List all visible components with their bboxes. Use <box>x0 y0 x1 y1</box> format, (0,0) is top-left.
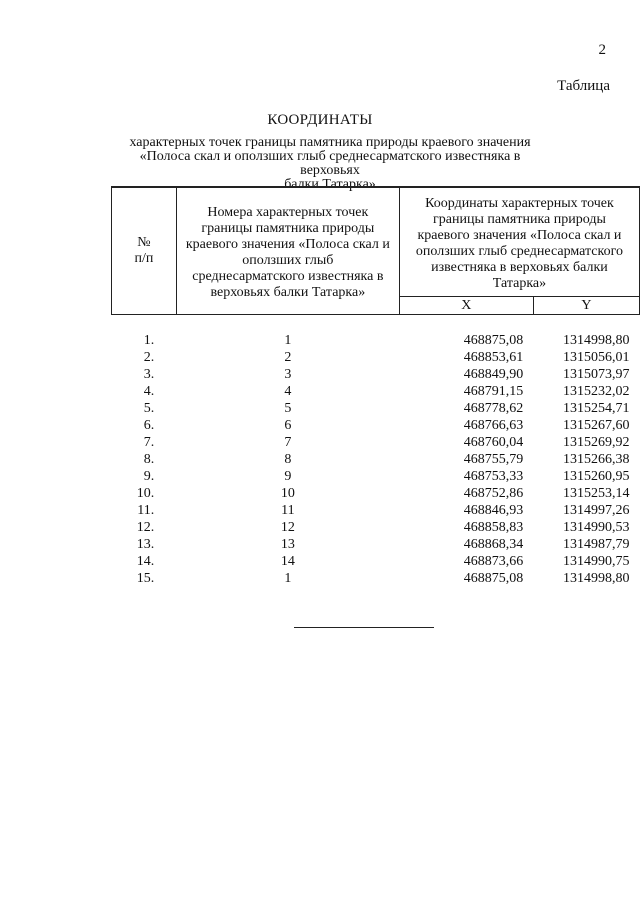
point-number-cell: 10 <box>280 486 295 501</box>
point-number-cell: 8 <box>284 452 292 467</box>
y-coordinate-cell: 1315232,02 <box>563 384 630 399</box>
table-row <box>112 536 640 553</box>
y-coordinate-cell: 1315056,01 <box>563 350 630 365</box>
point-number-cell: 13 <box>280 537 295 552</box>
row-number-cell: 11. <box>137 503 155 518</box>
x-coordinate-cell: 468755,79 <box>463 452 524 467</box>
table-row <box>112 570 640 587</box>
subtitle-line-3: балки Татарка» <box>284 177 376 192</box>
table-label: Таблица <box>557 78 610 94</box>
row-number-cell: 6. <box>143 418 155 433</box>
row-number-cell: 14. <box>136 554 155 569</box>
header-number-abbr: п/п <box>134 251 154 266</box>
coordinates-table <box>111 186 640 587</box>
table-row <box>112 400 640 417</box>
header-row-number <box>112 187 177 315</box>
table-body <box>112 315 640 588</box>
x-coordinate-cell: 468752,86 <box>463 486 524 501</box>
table-row <box>112 468 640 485</box>
document-title: КООРДИНАТЫ <box>267 112 373 128</box>
table-row <box>112 383 640 400</box>
row-number-cell: 4. <box>143 384 155 399</box>
point-number-cell: 1 <box>284 571 292 586</box>
table-row <box>112 349 640 366</box>
point-number-cell: 12 <box>280 520 295 535</box>
x-coordinate-cell: 468791,15 <box>463 384 524 399</box>
row-number-cell: 10. <box>136 486 155 501</box>
row-number-cell: 1. <box>143 333 155 348</box>
y-coordinate-cell: 1315254,71 <box>563 401 630 416</box>
point-number-cell: 9 <box>284 469 292 484</box>
y-coordinate-cell: 1314998,80 <box>563 571 630 586</box>
table-row <box>112 553 640 570</box>
x-coordinate-cell: 468753,33 <box>463 469 524 484</box>
table-row <box>112 451 640 468</box>
x-coordinate-cell: 468858,83 <box>463 520 524 535</box>
point-number-cell: 11 <box>281 503 295 518</box>
point-number-cell: 4 <box>284 384 292 399</box>
row-number-cell: 2. <box>143 350 155 365</box>
header-x: X <box>399 297 533 315</box>
x-coordinate-cell: 468868,34 <box>463 537 524 552</box>
row-number-cell: 5. <box>143 401 155 416</box>
point-number-cell: 3 <box>284 367 292 382</box>
row-number-cell: 13. <box>136 537 155 552</box>
y-coordinate-cell: 1314990,53 <box>563 520 630 535</box>
subtitle-line-1: характерных точек границы памятника природы краевого значения <box>129 135 531 150</box>
point-number-cell: 7 <box>284 435 292 450</box>
x-coordinate-cell: 468873,66 <box>463 554 524 569</box>
row-number-cell: 8. <box>143 452 155 467</box>
end-rule <box>294 627 434 628</box>
row-number-cell: 9. <box>143 469 155 484</box>
y-coordinate-cell: 1315073,97 <box>563 367 630 382</box>
point-number-cell: 6 <box>284 418 292 433</box>
point-number-cell: 1 <box>284 333 292 348</box>
x-coordinate-cell: 468760,04 <box>463 435 524 450</box>
y-coordinate-cell: 1315269,92 <box>563 435 630 450</box>
table-row <box>112 502 640 519</box>
row-number-cell: 3. <box>143 367 155 382</box>
document-subtitle <box>110 136 550 192</box>
y-coordinate-cell: 1314990,75 <box>563 554 630 569</box>
x-coordinate-cell: 468766,63 <box>463 418 524 433</box>
header-point-number: Номера характерных точек границы памятника природы краевого значения «Полоса скал и оползших глыб среднесарматского известняка в верховьях балки Татарка» <box>176 187 399 315</box>
y-coordinate-cell: 1314998,80 <box>563 333 630 348</box>
row-number-cell: 7. <box>143 435 155 450</box>
header-number-sign: № <box>137 235 151 250</box>
table-row <box>112 332 640 349</box>
x-coordinate-cell: 468875,08 <box>463 333 524 348</box>
row-number-cell: 12. <box>136 520 155 535</box>
header-y: Y <box>533 297 639 315</box>
table-row <box>112 417 640 434</box>
point-number-cell: 5 <box>284 401 292 416</box>
y-coordinate-cell: 1315267,60 <box>563 418 630 433</box>
y-coordinate-cell: 1315260,95 <box>563 469 630 484</box>
page-number: 2 <box>598 42 606 58</box>
table-row <box>112 519 640 536</box>
y-coordinate-cell: 1315266,38 <box>563 452 630 467</box>
y-coordinate-cell: 1314997,26 <box>563 503 630 518</box>
x-coordinate-cell: 468846,93 <box>463 503 524 518</box>
header-coordinates: Координаты характерных точек границы памятника природы краевого значения «Полоса скал и оползших глыб среднесарматского известняка в верховьях балки Татарка» <box>399 187 639 297</box>
row-number-cell: 15. <box>136 571 155 586</box>
subtitle-line-2: «Полоса скал и оползших глыб среднесарматского известняка в верховьях <box>139 149 521 178</box>
x-coordinate-cell: 468778,62 <box>463 401 524 416</box>
table-row <box>112 434 640 451</box>
x-coordinate-cell: 468849,90 <box>463 367 524 382</box>
y-coordinate-cell: 1315253,14 <box>563 486 630 501</box>
y-coordinate-cell: 1314987,79 <box>563 537 630 552</box>
x-coordinate-cell: 468875,08 <box>463 571 524 586</box>
point-number-cell: 14 <box>280 554 295 569</box>
x-coordinate-cell: 468853,61 <box>463 350 524 365</box>
table-row <box>112 366 640 383</box>
point-number-cell: 2 <box>284 350 292 365</box>
table-row <box>112 485 640 502</box>
